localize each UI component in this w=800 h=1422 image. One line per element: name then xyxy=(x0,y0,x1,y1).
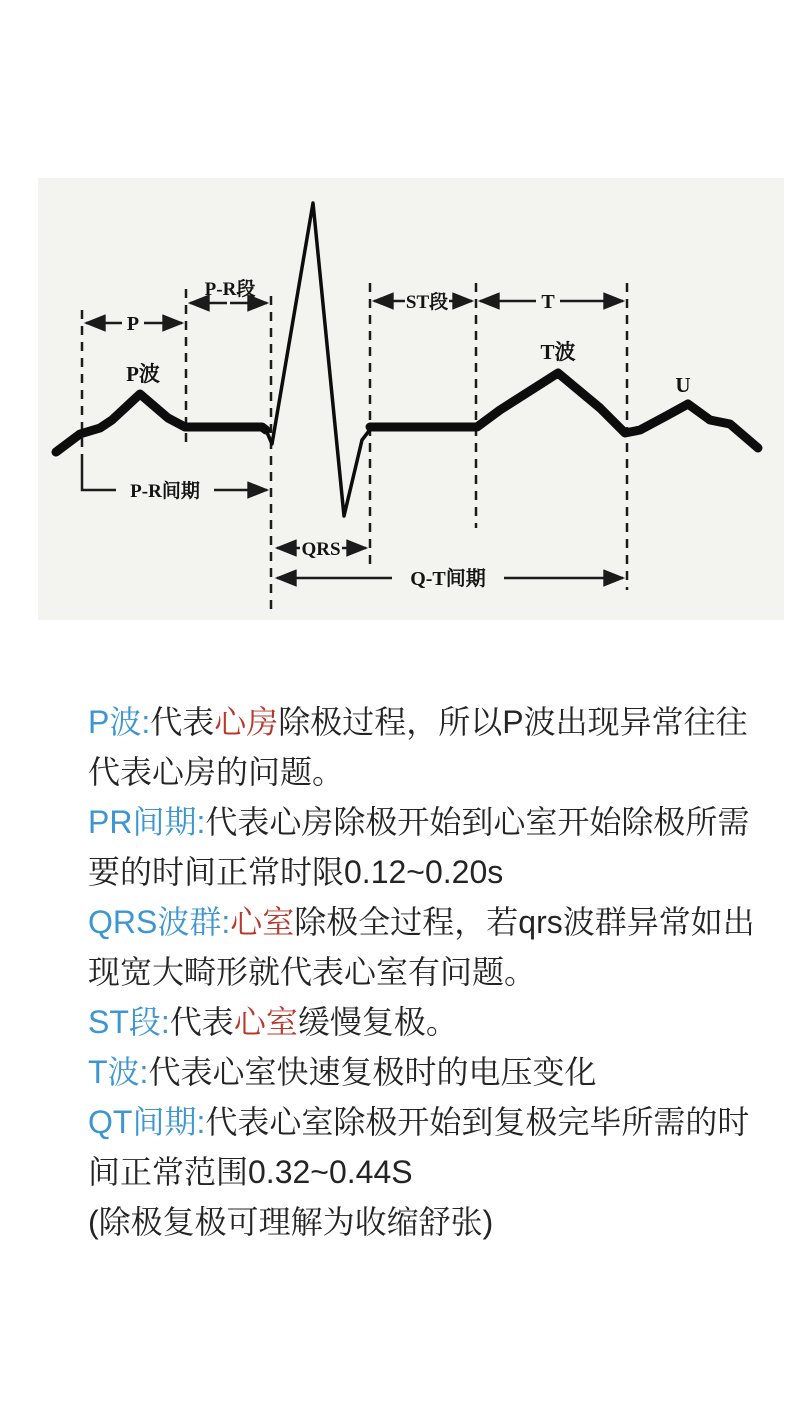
note-segment: 代表 xyxy=(169,1004,234,1040)
note-segment: 代表心室除极开始到复极完毕所需的时 xyxy=(205,1104,750,1140)
note-segment: T波: xyxy=(88,1054,149,1090)
pr-interval-corner xyxy=(82,463,116,490)
note-line xyxy=(88,1047,748,1097)
pr-segment-label: P-R段 xyxy=(204,279,256,300)
p-wave-label: P波 xyxy=(126,362,160,386)
note-segment: 缓慢复极。 xyxy=(297,1004,458,1040)
qrs-label: QRS xyxy=(301,539,341,560)
note-segment: QRS波群: xyxy=(88,904,231,940)
note-line xyxy=(88,1197,748,1247)
note-line xyxy=(88,1097,748,1147)
st-segment-label: ST段 xyxy=(405,292,449,313)
note-segment: 心室 xyxy=(233,1004,298,1040)
t-wave-label: T波 xyxy=(540,340,576,364)
notes xyxy=(88,697,755,1247)
qt-interval-label: Q-T间期 xyxy=(410,568,486,590)
note-line xyxy=(88,797,748,847)
note-segment: (除极复极可理解为收缩舒张) xyxy=(88,1204,494,1240)
note-segment: 心房 xyxy=(214,704,279,740)
ecg-diagram xyxy=(38,178,784,620)
note-line xyxy=(88,1147,748,1197)
ecg-trace-p-baseline xyxy=(56,394,266,452)
ecg-trace-st-t-u xyxy=(370,373,758,448)
note-segment: 间正常范围0.32~0.44S xyxy=(88,1154,413,1190)
note-segment: PR间期: xyxy=(88,804,206,840)
u-wave-label: U xyxy=(675,373,691,397)
note-segment: QT间期: xyxy=(88,1104,206,1140)
pr-interval-label: P-R间期 xyxy=(130,481,200,502)
note-segment: 代表心房除极开始到心室开始除极所需 xyxy=(205,804,750,840)
note-line xyxy=(88,697,748,747)
note-segment: 代表心室快速复极时的电压变化 xyxy=(148,1054,597,1090)
note-segment: 要的时间正常时限0.12~0.20s xyxy=(88,854,504,890)
ecg-trace-qrs-spike xyxy=(266,203,372,516)
note-line xyxy=(88,747,748,797)
note-line xyxy=(88,897,755,947)
note-segment: P波: xyxy=(88,704,151,740)
note-segment: 除极过程，所以P波出现异常往往 xyxy=(278,704,748,740)
note-line xyxy=(88,997,748,1047)
note-segment: 心室 xyxy=(230,904,295,940)
ecg-diagram-panel xyxy=(38,178,784,620)
p-bracket-label: P xyxy=(126,313,140,335)
note-segment: 代表心房的问题。 xyxy=(88,754,345,790)
note-segment: ST段: xyxy=(88,1004,170,1040)
note-line xyxy=(88,847,748,897)
note-line xyxy=(88,947,748,997)
note-segment: 除极全过程，若qrs波群异常如出 xyxy=(294,904,755,940)
t-bracket-label: T xyxy=(541,291,555,313)
note-segment: 现宽大畸形就代表心室有问题。 xyxy=(88,954,537,990)
note-segment: 代表 xyxy=(150,704,215,740)
